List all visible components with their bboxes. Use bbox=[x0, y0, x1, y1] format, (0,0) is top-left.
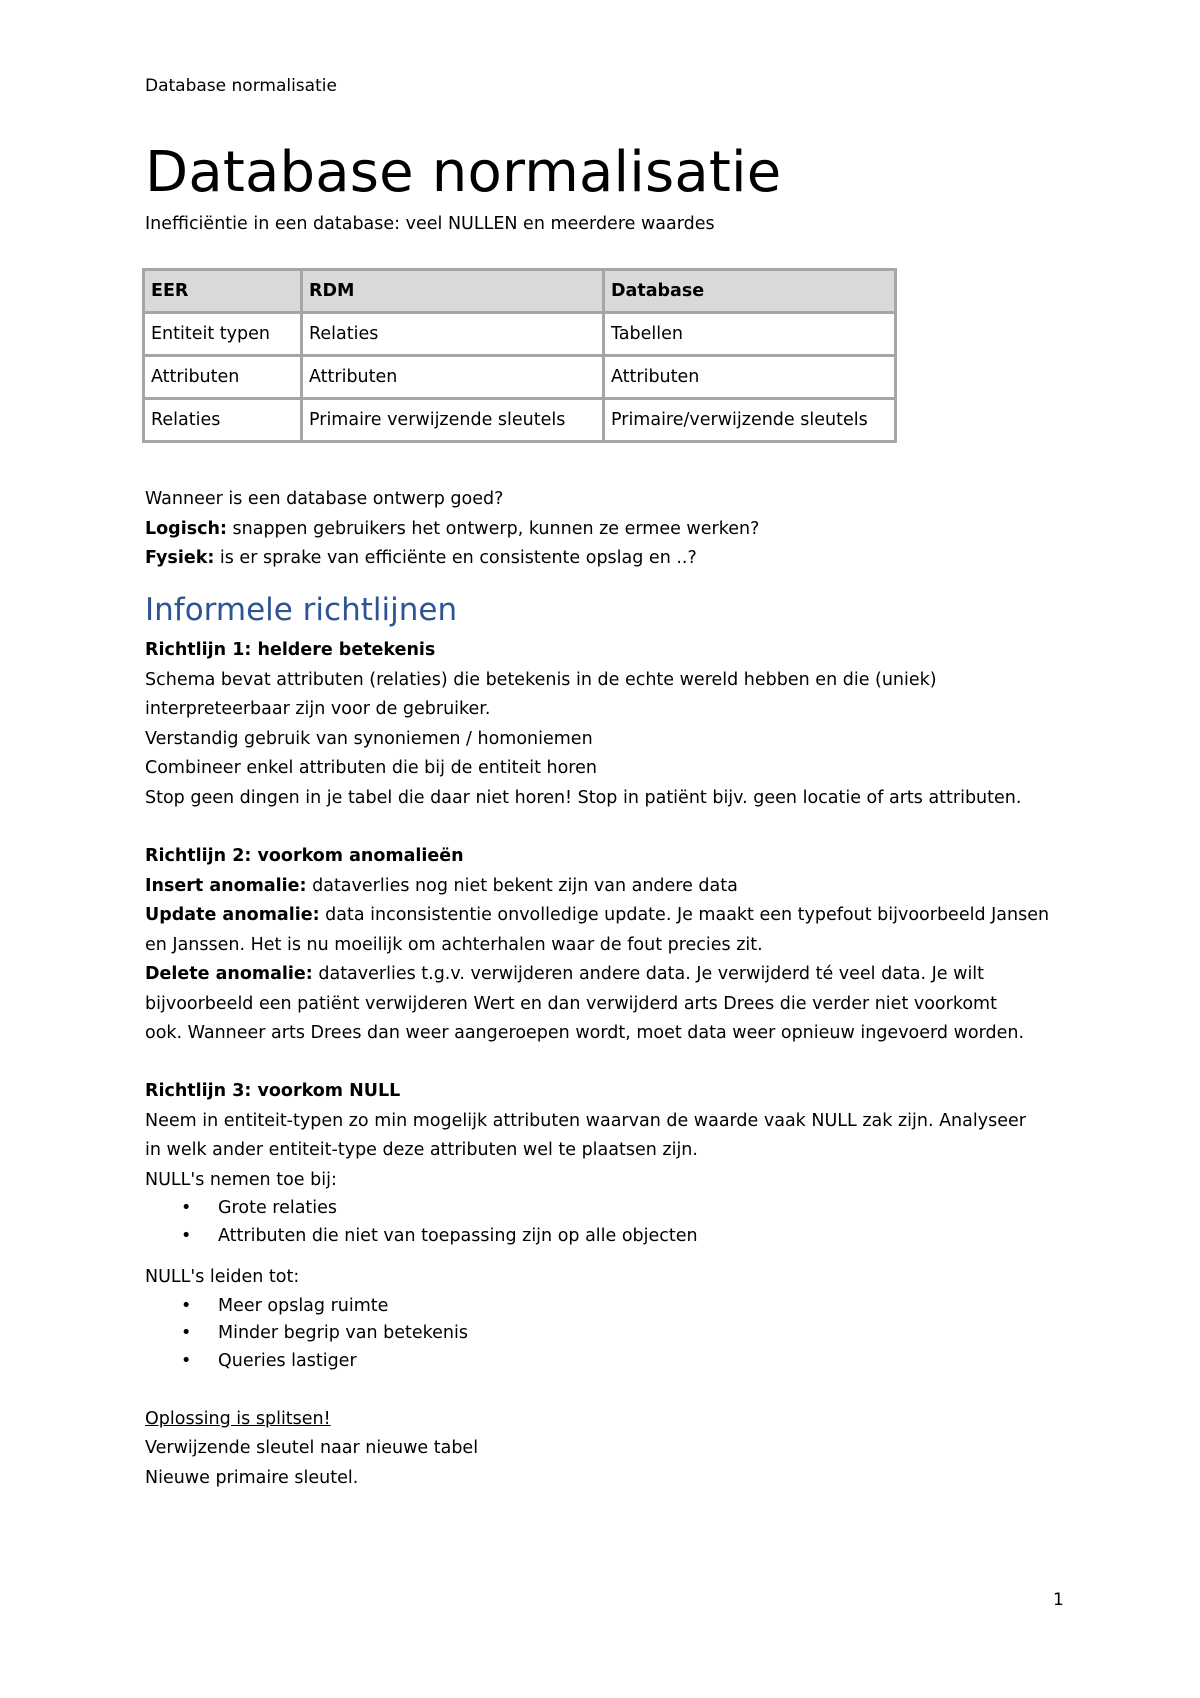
bullet-icon: • bbox=[181, 1350, 192, 1371]
list-item-text: Meer opslag ruimte bbox=[218, 1295, 389, 1316]
paragraph-line: in welk ander entiteit-type deze attributen wel te plaatsen zijn. bbox=[145, 1140, 698, 1160]
paragraph-line: Nieuwe primaire sleutel. bbox=[145, 1467, 359, 1488]
table-cell: Attributen bbox=[144, 356, 302, 399]
richtlijn-2-title: Richtlijn 2: voorkom anomalieën bbox=[145, 846, 464, 866]
paragraph-line: interpreteerbaar zijn voor de gebruiker. bbox=[145, 699, 491, 719]
list-item-text: Minder begrip van betekenis bbox=[218, 1323, 468, 1343]
design-question: Wanneer is een database ontwerp goed? bbox=[145, 489, 504, 509]
paragraph-line: ook. Wanneer arts Drees dan weer aangeroepen wordt, moet data weer opnieuw ingevoerd worden. bbox=[145, 1023, 1025, 1043]
paragraph-line: Verwijzende sleutel naar nieuwe tabel bbox=[145, 1438, 479, 1458]
table-header-cell: EER bbox=[144, 270, 302, 313]
logisch-label: Logisch: bbox=[145, 518, 227, 539]
table-cell: Entiteit typen bbox=[144, 313, 302, 356]
table-cell: Attributen bbox=[604, 356, 896, 399]
update-anomaly-line bbox=[145, 901, 1075, 931]
list-item bbox=[145, 1223, 1075, 1251]
bullet-icon: • bbox=[181, 1225, 192, 1246]
bullet-icon: • bbox=[181, 1323, 192, 1343]
table-cell: Relaties bbox=[302, 313, 604, 356]
richtlijn-3-title: Richtlijn 3: voorkom NULL bbox=[145, 1081, 401, 1101]
list-item bbox=[145, 1195, 1075, 1223]
fysiek-label: Fysiek: bbox=[145, 548, 215, 568]
table-cell: Tabellen bbox=[604, 313, 896, 356]
document-subtitle: Inefficiëntie in een database: veel NULLEN en meerdere waardes bbox=[145, 214, 715, 234]
list-item bbox=[145, 1293, 1075, 1321]
table-header-cell: RDM bbox=[302, 270, 604, 313]
table-row bbox=[144, 313, 896, 356]
bullet-icon: • bbox=[181, 1295, 192, 1316]
fysiek-line bbox=[145, 544, 759, 574]
update-anomaly-label: Update anomalie: bbox=[145, 905, 320, 925]
insert-anomaly-text: dataverlies nog niet bekent zijn van andere data bbox=[306, 875, 738, 896]
list-item bbox=[145, 1348, 1075, 1376]
delete-anomaly-label: Delete anomalie: bbox=[145, 964, 313, 984]
richtlijn-1-title: Richtlijn 1: heldere betekenis bbox=[145, 640, 436, 660]
table-header-row bbox=[144, 270, 896, 313]
table-cell: Relaties bbox=[144, 399, 302, 442]
logisch-text: snappen gebruikers het ontwerp, kunnen ze ermee werken? bbox=[226, 518, 760, 539]
table-cell: Primaire/verwijzende sleutels bbox=[604, 399, 896, 442]
insert-anomaly-label: Insert anomalie: bbox=[145, 875, 307, 896]
logisch-line bbox=[145, 515, 759, 545]
table-row bbox=[144, 356, 896, 399]
paragraph-line: Neem in entiteit-typen zo min mogelijk attributen waarvan de waarde vaak NULL zak zijn. Analyseer bbox=[145, 1110, 1026, 1131]
paragraph-line: Combineer enkel attributen die bij de entiteit horen bbox=[145, 758, 597, 778]
list-item-text: Queries lastiger bbox=[218, 1350, 357, 1371]
list-item-text: Grote relaties bbox=[218, 1198, 338, 1218]
paragraph-line: Stop geen dingen in je tabel die daar niet horen! Stop in patiënt bijv. geen locatie of arts attributen. bbox=[145, 787, 1022, 808]
null-lead-label: NULL's leiden tot: bbox=[145, 1267, 300, 1287]
document-title: Database normalisatie bbox=[145, 140, 782, 205]
table-cell: Attributen bbox=[302, 356, 604, 399]
mapping-table bbox=[142, 268, 897, 443]
bullet-icon: • bbox=[181, 1198, 192, 1218]
richtlijn-1 bbox=[145, 636, 1075, 813]
update-anomaly-text: data inconsistentie onvolledige update. Je maakt een typefout bijvoorbeeld Jansen bbox=[319, 905, 1050, 925]
null-increase-list bbox=[145, 1195, 1075, 1250]
paragraph-line: Verstandig gebruik van synoniemen / homoniemen bbox=[145, 728, 593, 749]
paragraph-line: Schema bevat attributen (relaties) die betekenis in de echte wereld hebben en die (uniek) bbox=[145, 669, 937, 690]
null-increase-label: NULL's nemen toe bij: bbox=[145, 1169, 337, 1190]
delete-anomaly-text: dataverlies t.g.v. verwijderen andere data. Je verwijderd té veel data. Je wilt bbox=[312, 964, 985, 984]
table-row bbox=[144, 399, 896, 442]
insert-anomaly-line bbox=[145, 872, 1075, 902]
table-header-cell: Database bbox=[604, 270, 896, 313]
running-header: Database normalisatie bbox=[145, 76, 337, 96]
fysiek-text: is er sprake van efficiënte en consistente opslag en ..? bbox=[214, 548, 697, 568]
delete-anomaly-line bbox=[145, 960, 1075, 990]
section-heading: Informele richtlijnen bbox=[145, 592, 458, 628]
table-cell: Primaire verwijzende sleutels bbox=[302, 399, 604, 442]
paragraph-line: bijvoorbeeld een patiënt verwijderen Wert en dan verwijderd arts Drees die verder niet voorkomt bbox=[145, 993, 997, 1014]
page-number: 1 bbox=[1053, 1590, 1064, 1610]
list-item-text: Attributen die niet van toepassing zijn op alle objecten bbox=[218, 1225, 698, 1246]
list-item bbox=[145, 1320, 1075, 1348]
richtlijn-2 bbox=[145, 842, 1075, 1049]
richtlijn-3 bbox=[145, 1077, 1075, 1493]
paragraph-line: en Janssen. Het is nu moeilijk om achterhalen waar de fout precies zit. bbox=[145, 934, 763, 955]
null-lead-list bbox=[145, 1293, 1075, 1376]
design-quality-block bbox=[145, 485, 759, 574]
solution-title: Oplossing is splitsen! bbox=[145, 1408, 331, 1429]
